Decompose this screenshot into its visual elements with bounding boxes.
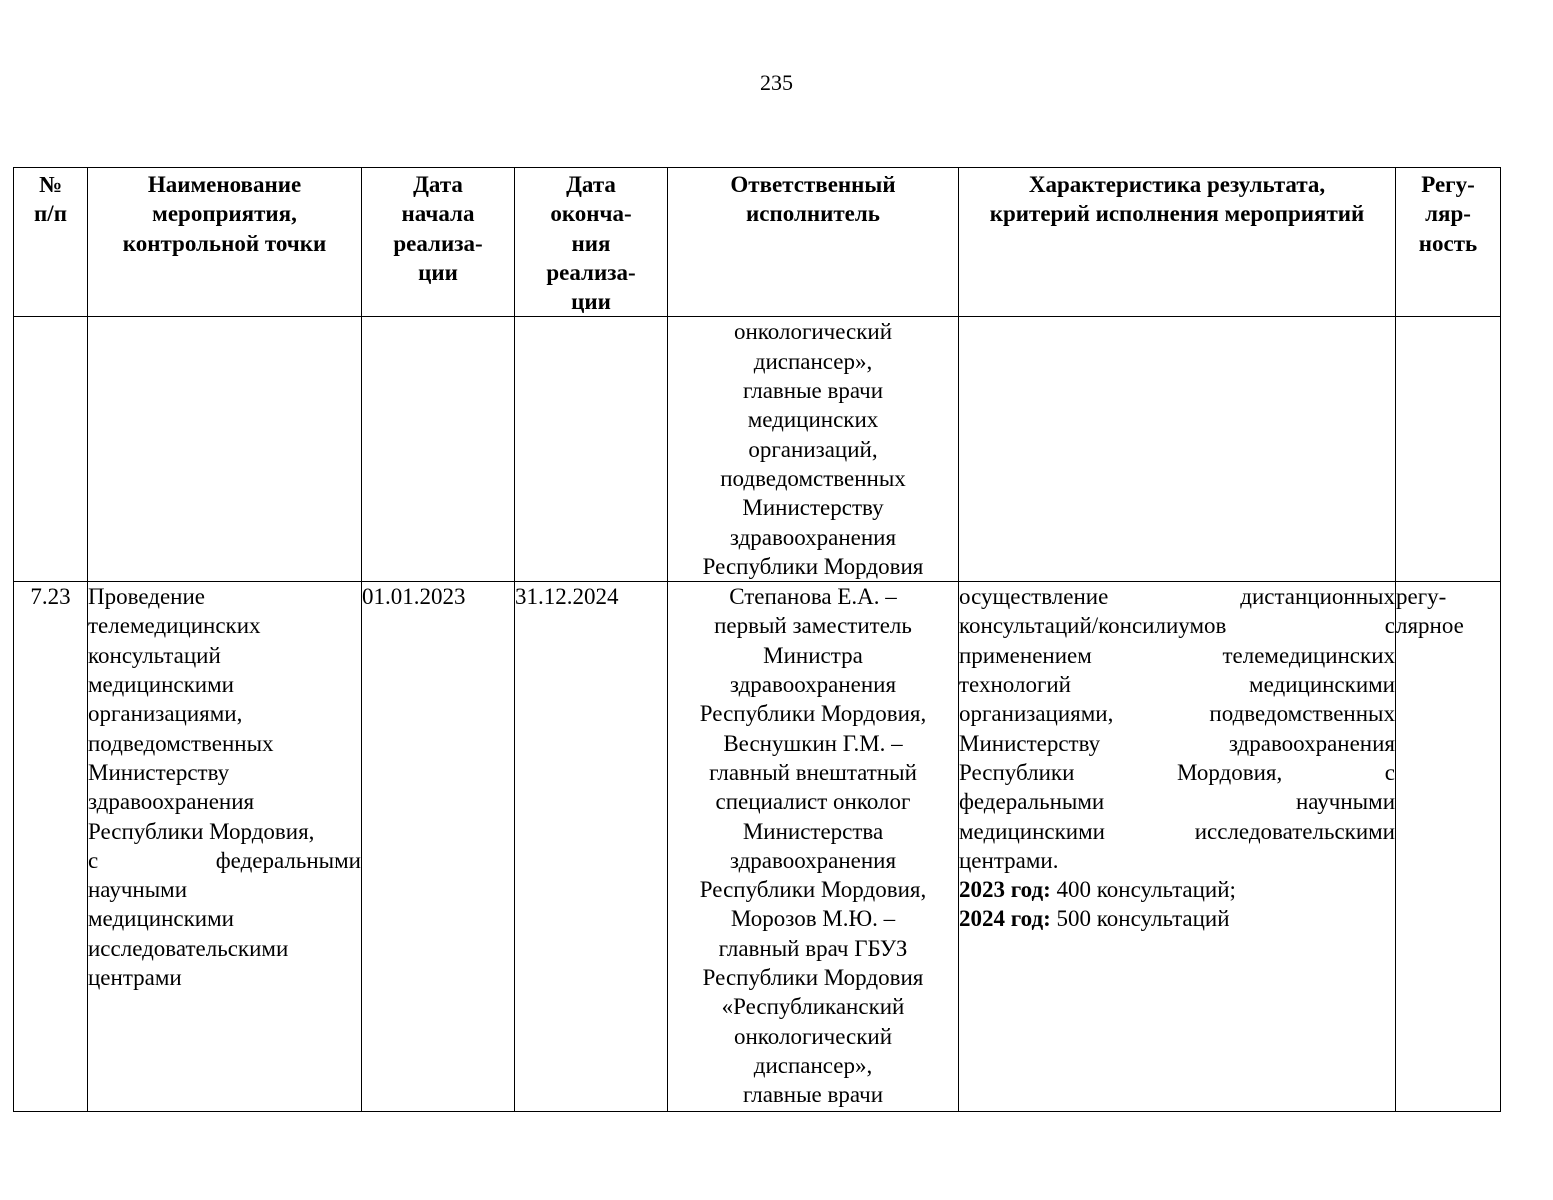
cell-name [88, 582, 362, 1112]
name-line: здравоохранения [88, 789, 255, 815]
name-line: Министерству [88, 759, 230, 785]
cell-number: 7.23 [14, 582, 88, 1112]
cell-end-date: 31.12.2024 [515, 582, 668, 1112]
cell-end-date [515, 317, 668, 582]
name-line: Проведение [88, 584, 205, 610]
plan-table [13, 167, 1501, 1112]
header-row [14, 168, 1501, 317]
name-line: консультаций [88, 642, 221, 668]
col-header-responsible: Ответственный исполнитель [668, 168, 959, 317]
table-row [14, 317, 1501, 582]
cell-start-date: 01.01.2023 [362, 582, 515, 1112]
cell-result [959, 582, 1396, 1112]
name-line: научными [88, 877, 188, 903]
name-line: медицинскими [88, 906, 234, 932]
cell-start-date [362, 317, 515, 582]
result-line: федеральными научными [959, 789, 1395, 815]
result-line: центрами. [959, 847, 1059, 873]
result-line: организациями, подведомственных [959, 701, 1395, 727]
result-line: применением телемедицинских [959, 642, 1395, 668]
name-line: Республики Мордовия, [88, 818, 315, 844]
result-line: осуществление дистанционных [959, 584, 1395, 610]
cell-regularity [1396, 317, 1501, 582]
target-2023 [959, 875, 1395, 904]
name-line: центрами [88, 965, 182, 991]
name-line: исследовательскими [88, 935, 289, 961]
cell-result [959, 317, 1396, 582]
cell-name [88, 317, 362, 582]
result-line: технологий медицинскими [959, 672, 1395, 698]
name-line: медицинскими [88, 672, 234, 698]
col-header-start-date: Дата начала реализа- ции [362, 168, 515, 317]
target-year: 2024 год: [959, 906, 1051, 932]
name-line: телемедицинских [88, 613, 261, 639]
result-line: консультаций/консилиумов с [959, 613, 1395, 639]
target-value: 500 консультаций [1056, 906, 1230, 932]
target-2024 [959, 904, 1395, 933]
cell-responsible: Степанова Е.А. – первый заместитель Министра здравоохранения Республики Мордовия, Веснушкин Г.М. – главный внештатный специалист онколог Министерства здравоохранения Республики Мордовия, Морозов М.Ю. – главный врач ГБУЗ Республики Мордовия «Республиканский онкологический диспансер», главные врачи [668, 582, 959, 1112]
result-line: Республики Мордовия, с [959, 759, 1395, 785]
target-value: 400 консультаций; [1056, 877, 1236, 903]
cell-number [14, 317, 88, 582]
result-line: Министерству здравоохранения [959, 730, 1395, 756]
col-header-end-date: Дата оконча- ния реализа- ции [515, 168, 668, 317]
page-number: 235 [760, 70, 793, 95]
name-line: с федеральными [88, 847, 361, 873]
name-line: подведомственных [88, 730, 274, 756]
table-row [14, 582, 1501, 1112]
col-header-number: № п/п [14, 168, 88, 317]
col-header-regularity: Регу- ляр- ность [1396, 168, 1501, 317]
name-line: организациями, [88, 701, 243, 727]
cell-regularity: регу- лярное [1396, 582, 1501, 1112]
target-year: 2023 год: [959, 877, 1051, 903]
cell-responsible: онкологический диспансер», главные врачи медицинских организаций, подведомственных Министерству здравоохранения Республики Мордовия [668, 317, 959, 582]
result-line: медицинскими исследовательскими [959, 818, 1395, 844]
col-header-name: Наименование мероприятия, контрольной точки [88, 168, 362, 317]
col-header-result: Характеристика результата, критерий исполнения мероприятий [959, 168, 1396, 317]
